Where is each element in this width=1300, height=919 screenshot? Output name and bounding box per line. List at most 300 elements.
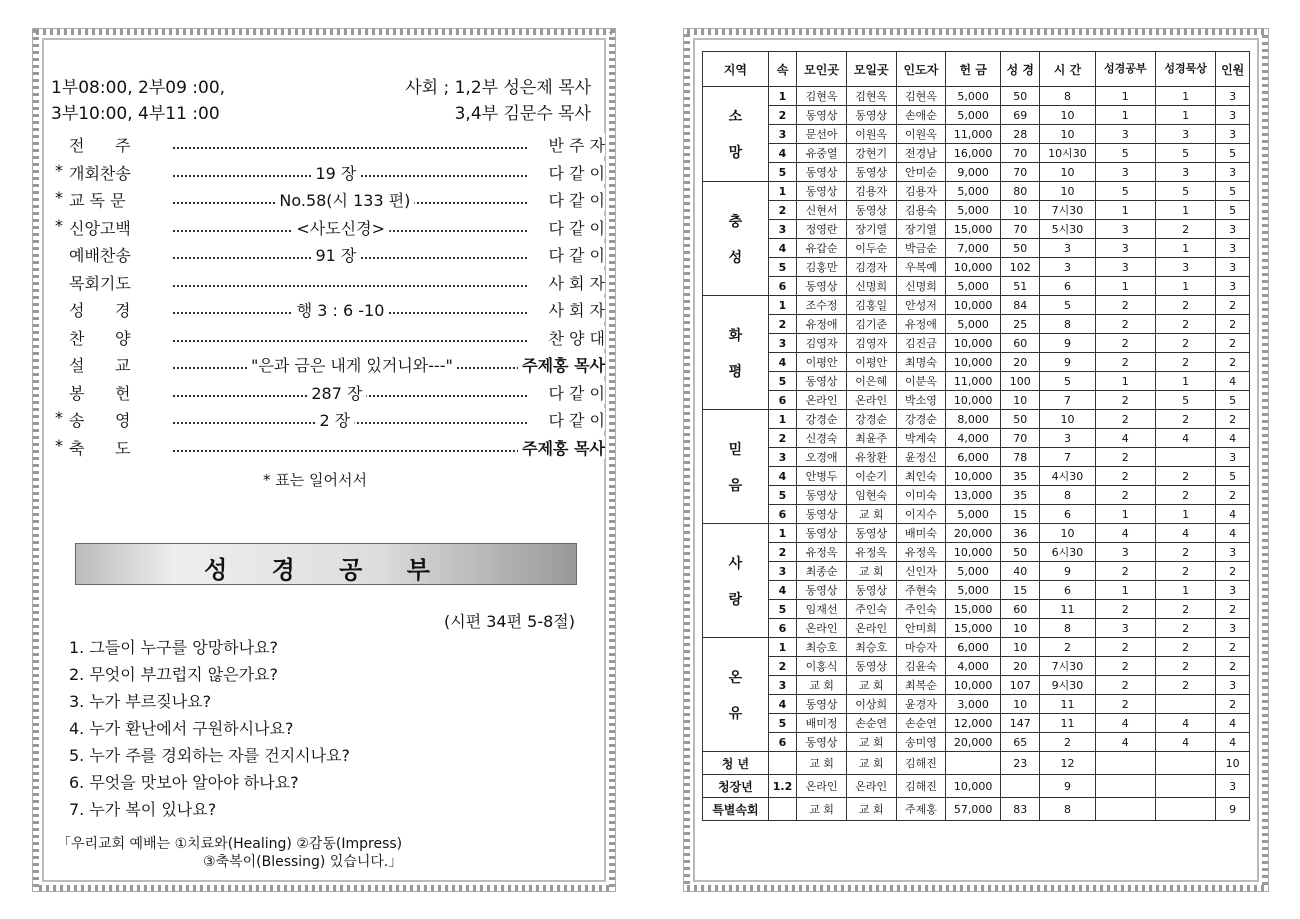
table-cell: 안미순: [896, 163, 946, 182]
table-cell: 15: [1001, 505, 1040, 524]
column-header: 모일곳: [846, 52, 896, 87]
table-cell: 3: [1040, 429, 1095, 448]
table-cell: 5: [1095, 182, 1155, 201]
table-cell: 동영상: [846, 657, 896, 676]
table-cell: 전경남: [896, 144, 946, 163]
table-cell: 이지수: [896, 505, 946, 524]
stand-marker: *: [55, 160, 63, 180]
table-cell: 5,000: [946, 182, 1001, 201]
table-cell: 손순연: [896, 714, 946, 733]
order-item-name: 개회찬송: [69, 161, 135, 184]
table-cell: 5,000: [946, 277, 1001, 296]
table-cell: 이두순: [846, 239, 896, 258]
order-item-name: 예배찬송: [69, 243, 135, 266]
table-cell: 3: [1216, 258, 1250, 277]
table-cell: 5,000: [946, 581, 1001, 600]
order-row: [57, 188, 605, 214]
table-cell: 2: [1216, 657, 1250, 676]
service-times-1: 1부08:00, 2부09 :00,: [51, 78, 226, 98]
order-row: [57, 298, 605, 324]
order-item-detail: "은과 금은 내게 있거니와---": [247, 353, 457, 376]
table-cell: 10,000: [946, 296, 1001, 315]
table-cell: 10: [1040, 125, 1095, 144]
table-cell: 2: [1155, 562, 1215, 581]
table-cell: 3: [1155, 258, 1215, 277]
table-cell: 강경순: [797, 410, 847, 429]
table-cell: 5: [768, 600, 796, 619]
column-header: 인도자: [896, 52, 946, 87]
table-cell: 김용자: [896, 182, 946, 201]
table-cell: 주제홍: [896, 798, 946, 821]
order-row: [57, 381, 605, 407]
table-row: [703, 220, 1250, 239]
table-cell: 이순기: [846, 467, 896, 486]
table-cell: 10: [1040, 410, 1095, 429]
table-cell: 오경애: [797, 448, 847, 467]
region-cell: 충 성: [703, 182, 769, 296]
table-cell: 4: [768, 239, 796, 258]
table-cell: 5: [768, 714, 796, 733]
order-item-name: 송 영: [69, 408, 134, 431]
table-cell: [946, 752, 1001, 775]
dot-leader: [173, 326, 527, 342]
table-cell: 1: [768, 410, 796, 429]
table-cell: 36: [1001, 524, 1040, 543]
table-cell: 107: [1001, 676, 1040, 695]
table-cell: 1: [1155, 201, 1215, 220]
table-cell: 1: [768, 182, 796, 201]
table-cell: 3: [1095, 258, 1155, 277]
order-item-name: 성 경: [69, 298, 134, 321]
table-cell: 2: [1095, 695, 1155, 714]
order-item-name: 봉 헌: [69, 381, 134, 404]
column-header: 지역: [703, 52, 769, 87]
table-cell: 2: [1095, 600, 1155, 619]
table-cell: 2: [1095, 410, 1155, 429]
table-cell: 4: [1216, 524, 1250, 543]
table-row: [703, 638, 1250, 657]
order-item-detail: 행 3 : 6 -10: [293, 298, 389, 321]
table-cell: 3: [768, 676, 796, 695]
table-cell: [1155, 775, 1215, 798]
table-cell: 교 회: [797, 676, 847, 695]
table-row: [703, 657, 1250, 676]
table-cell: 4시30: [1040, 467, 1095, 486]
order-item-name: 축 도: [69, 436, 134, 459]
table-cell: 교 회: [846, 752, 896, 775]
motto-line-1: 「우리교회 예배는 ①치료와(Healing) ②감동(Impress): [57, 836, 403, 852]
table-cell: 1: [1155, 372, 1215, 391]
table-cell: 3: [1216, 543, 1250, 562]
order-item-name: 신앙고백: [69, 216, 135, 239]
table-cell: 김현옥: [846, 87, 896, 106]
study-question: 4. 누가 환난에서 구원하시나요?: [69, 719, 294, 738]
table-cell: 유정옥: [846, 543, 896, 562]
table-cell: 15: [1001, 581, 1040, 600]
table-cell: 문선아: [797, 125, 847, 144]
table-cell: 안미희: [896, 619, 946, 638]
table-cell: 147: [1001, 714, 1040, 733]
table-row: [703, 695, 1250, 714]
summary-row: [703, 775, 1250, 798]
table-cell: 2: [1095, 638, 1155, 657]
order-row: [57, 271, 605, 297]
order-item-detail: 2 장: [316, 408, 355, 431]
table-cell: 11: [1040, 714, 1095, 733]
table-row: [703, 714, 1250, 733]
table-cell: 2: [1155, 315, 1215, 334]
dot-leader: [173, 271, 527, 287]
table-cell: 신명희: [896, 277, 946, 296]
table-cell: 신명희: [846, 277, 896, 296]
table-row: [703, 296, 1250, 315]
table-cell: 4: [1216, 505, 1250, 524]
table-cell: 2: [1155, 638, 1215, 657]
table-cell: [1155, 448, 1215, 467]
table-cell: 온라인: [797, 775, 847, 798]
table-cell: 교 회: [797, 798, 847, 821]
table-cell: 5: [1155, 391, 1215, 410]
table-cell: 2: [1155, 467, 1215, 486]
table-cell: 50: [1001, 87, 1040, 106]
region-cell: 화 평: [703, 296, 769, 410]
table-cell: 온라인: [846, 619, 896, 638]
table-cell: 2: [1216, 486, 1250, 505]
table-row: [703, 144, 1250, 163]
table-header-row: [703, 52, 1250, 87]
table-cell: [1155, 752, 1215, 775]
table-cell: 이미숙: [896, 486, 946, 505]
table-cell: 온라인: [797, 391, 847, 410]
summary-label: 청 년: [703, 752, 769, 775]
table-cell: 1: [1155, 581, 1215, 600]
table-cell: 84: [1001, 296, 1040, 315]
table-cell: 교 회: [846, 505, 896, 524]
table-cell: 28: [1001, 125, 1040, 144]
table-cell: 2: [1040, 733, 1095, 752]
table-cell: 박소영: [896, 391, 946, 410]
table-cell: 동영상: [797, 505, 847, 524]
order-item-name: 교 독 문: [69, 188, 130, 211]
table-cell: 온라인: [846, 391, 896, 410]
table-cell: 3: [1216, 277, 1250, 296]
table-cell: 7시30: [1040, 657, 1095, 676]
table-cell: 7,000: [946, 239, 1001, 258]
table-cell: 강현기: [846, 144, 896, 163]
service-leader-2: 3,4부 김문수 목사: [454, 104, 591, 124]
order-item-leader: 다 같 이: [544, 243, 605, 266]
table-cell: 8: [1040, 315, 1095, 334]
table-cell: 이원옥: [846, 125, 896, 144]
study-question: 5. 누가 주를 경외하는 자를 건지시나요?: [69, 746, 351, 765]
table-cell: 김윤숙: [896, 657, 946, 676]
table-row: [703, 391, 1250, 410]
table-row: [703, 258, 1250, 277]
table-cell: 신현서: [797, 201, 847, 220]
table-cell: 5,000: [946, 106, 1001, 125]
table-cell: 15,000: [946, 600, 1001, 619]
motto-line-2: ③축복이(Blessing) 있습니다.」: [203, 854, 403, 870]
table-cell: 10,000: [946, 391, 1001, 410]
table-cell: 70: [1001, 163, 1040, 182]
table-cell: 2: [1155, 657, 1215, 676]
table-cell: 3: [768, 220, 796, 239]
table-cell: 교 회: [797, 752, 847, 775]
table-cell: 동영상: [846, 106, 896, 125]
column-header: 속: [768, 52, 796, 87]
table-cell: 김경자: [846, 258, 896, 277]
table-cell: 8: [1040, 486, 1095, 505]
table-cell: 4: [1155, 524, 1215, 543]
table-cell: 10,000: [946, 334, 1001, 353]
table-cell: 10,000: [946, 258, 1001, 277]
table-cell: 3: [1040, 258, 1095, 277]
study-question: 2. 무엇이 부끄럽지 않은가요?: [69, 665, 279, 684]
table-cell: 2: [1095, 315, 1155, 334]
table-cell: 1: [1095, 87, 1155, 106]
table-cell: 2: [1155, 220, 1215, 239]
table-cell: 9: [1040, 775, 1095, 798]
table-cell: 4: [768, 353, 796, 372]
table-cell: 배미정: [797, 714, 847, 733]
table-cell: 12: [1040, 752, 1095, 775]
table-cell: 40: [1001, 562, 1040, 581]
table-cell: 7: [1040, 391, 1095, 410]
table-cell: 이상희: [846, 695, 896, 714]
table-cell: 50: [1001, 543, 1040, 562]
service-times-2: 3부10:00, 4부11 :00: [51, 104, 220, 124]
table-cell: 3: [1216, 581, 1250, 600]
dot-leader: [173, 133, 527, 149]
table-cell: 이은혜: [846, 372, 896, 391]
table-cell: 주인숙: [846, 600, 896, 619]
table-cell: 4: [1095, 524, 1155, 543]
order-item-detail: No.58(시 133 편): [275, 188, 414, 211]
table-cell: 4: [1155, 429, 1215, 448]
table-cell: 6시30: [1040, 543, 1095, 562]
table-cell: 손순연: [846, 714, 896, 733]
table-cell: 9,000: [946, 163, 1001, 182]
study-question: 6. 무엇을 맛보아 알아야 하나요?: [69, 773, 299, 792]
table-row: [703, 201, 1250, 220]
table-cell: 2: [1216, 695, 1250, 714]
table-cell: 5,000: [946, 505, 1001, 524]
table-cell: 6,000: [946, 638, 1001, 657]
table-cell: 5,000: [946, 201, 1001, 220]
table-cell: 4: [1216, 733, 1250, 752]
table-cell: 유정애: [896, 315, 946, 334]
table-cell: 4: [1155, 733, 1215, 752]
table-cell: 4,000: [946, 657, 1001, 676]
table-cell: 윤경자: [896, 695, 946, 714]
table-cell: 최윤주: [846, 429, 896, 448]
order-item-name: 찬 양: [69, 326, 134, 349]
table-cell: 10,000: [946, 467, 1001, 486]
region-cell: 온 유: [703, 638, 769, 752]
table-cell: 1: [768, 638, 796, 657]
table-cell: 5,000: [946, 562, 1001, 581]
table-cell: 70: [1001, 429, 1040, 448]
table-cell: 60: [1001, 600, 1040, 619]
table-cell: 교 회: [846, 676, 896, 695]
table-cell: 마승자: [896, 638, 946, 657]
stand-marker: *: [55, 188, 63, 207]
table-cell: 3: [1216, 163, 1250, 182]
left-page: [32, 28, 616, 892]
table-cell: 3: [1216, 87, 1250, 106]
table-cell: 5: [1040, 372, 1095, 391]
order-item-leader: 다 같 이: [544, 381, 605, 404]
table-cell: 동영상: [797, 182, 847, 201]
table-row: [703, 277, 1250, 296]
table-cell: 김홍만: [797, 258, 847, 277]
table-row: [703, 524, 1250, 543]
table-cell: 2: [1155, 676, 1215, 695]
table-cell: 유정옥: [896, 543, 946, 562]
table-cell: 78: [1001, 448, 1040, 467]
table-cell: 11,000: [946, 125, 1001, 144]
table-row: [703, 733, 1250, 752]
table-cell: 3: [1095, 619, 1155, 638]
table-cell: 2: [768, 543, 796, 562]
table-cell: 2: [1095, 467, 1155, 486]
table-cell: 교 회: [846, 733, 896, 752]
table-cell: 2: [1216, 296, 1250, 315]
table-cell: 신경숙: [797, 429, 847, 448]
table-cell: 6: [768, 391, 796, 410]
table-cell: 동영상: [846, 524, 896, 543]
table-cell: 동영상: [846, 163, 896, 182]
table-cell: 1: [1095, 201, 1155, 220]
stand-marker: *: [55, 408, 63, 427]
table-cell: 2: [1155, 543, 1215, 562]
table-cell: 12,000: [946, 714, 1001, 733]
table-row: [703, 182, 1250, 201]
table-cell: 온라인: [846, 775, 896, 798]
table-cell: 2: [1216, 315, 1250, 334]
order-item-leader: 사 회 자: [544, 298, 605, 321]
table-cell: 4: [1216, 429, 1250, 448]
table-cell: 2: [1155, 619, 1215, 638]
order-item-leader: 반 주 자: [544, 133, 605, 156]
table-cell: 1: [1095, 277, 1155, 296]
table-cell: 교 회: [846, 798, 896, 821]
table-cell: 10: [1040, 163, 1095, 182]
table-cell: 2: [1155, 296, 1215, 315]
table-cell: 유창환: [846, 448, 896, 467]
table-cell: 5: [768, 372, 796, 391]
table-cell: 5: [768, 163, 796, 182]
table-cell: 2: [1095, 334, 1155, 353]
table-cell: 5: [1216, 391, 1250, 410]
table-cell: [1095, 775, 1155, 798]
table-cell: 4: [768, 695, 796, 714]
table-cell: 6: [768, 505, 796, 524]
table-cell: 10: [1001, 391, 1040, 410]
order-row: [57, 326, 605, 352]
table-cell: 10: [1001, 619, 1040, 638]
table-cell: 10: [1216, 752, 1250, 775]
table-cell: 5: [768, 486, 796, 505]
table-cell: 6: [1040, 581, 1095, 600]
order-item-leader: 다 같 이: [544, 161, 605, 184]
table-cell: 2: [1040, 638, 1095, 657]
table-cell: 2: [1095, 486, 1155, 505]
table-cell: 2: [1216, 353, 1250, 372]
table-cell: 65: [1001, 733, 1040, 752]
table-cell: 4: [768, 581, 796, 600]
table-cell: 3: [1216, 619, 1250, 638]
table-cell: 김홍일: [846, 296, 896, 315]
table-cell: 2: [1155, 410, 1215, 429]
table-cell: 2: [1095, 448, 1155, 467]
table-cell: 1: [1155, 277, 1215, 296]
table-cell: 윤정신: [896, 448, 946, 467]
table-cell: 1: [768, 524, 796, 543]
study-question: 7. 누가 복이 있나요?: [69, 800, 217, 819]
order-item-leader: 다 같 이: [544, 408, 605, 431]
table-cell: 최인숙: [896, 467, 946, 486]
column-header: 성 경: [1001, 52, 1040, 87]
table-cell: 1: [1155, 87, 1215, 106]
table-cell: 3: [1095, 163, 1155, 182]
table-cell: 2: [1155, 486, 1215, 505]
table-cell: 102: [1001, 258, 1040, 277]
table-row: [703, 676, 1250, 695]
table-row: [703, 372, 1250, 391]
table-cell: 10: [1001, 695, 1040, 714]
stand-note: * 표는 일어서서: [263, 471, 367, 489]
region-cell: 소 망: [703, 87, 769, 182]
table-cell: 김영자: [846, 334, 896, 353]
table-row: [703, 505, 1250, 524]
order-item-leader: 주제홍 목사: [518, 436, 605, 459]
table-cell: 김해진: [896, 752, 946, 775]
table-cell: 신인자: [896, 562, 946, 581]
table-cell: 송미영: [896, 733, 946, 752]
table-cell: 6: [768, 277, 796, 296]
table-row: [703, 87, 1250, 106]
table-cell: 이분옥: [896, 372, 946, 391]
table-cell: 강경순: [846, 410, 896, 429]
table-cell: 손애순: [896, 106, 946, 125]
table-cell: 8,000: [946, 410, 1001, 429]
table-cell: 6,000: [946, 448, 1001, 467]
table-cell: 35: [1001, 486, 1040, 505]
table-cell: 동영상: [797, 524, 847, 543]
table-cell: 5: [1095, 144, 1155, 163]
table-cell: 51: [1001, 277, 1040, 296]
table-cell: 3: [768, 334, 796, 353]
table-cell: [1155, 798, 1215, 821]
table-cell: 1: [768, 296, 796, 315]
table-cell: 최승호: [846, 638, 896, 657]
table-cell: 7시30: [1040, 201, 1095, 220]
table-cell: 3: [1040, 239, 1095, 258]
study-question: 3. 누가 부르짖나요?: [69, 692, 212, 711]
table-row: [703, 106, 1250, 125]
column-header: 성경묵상: [1155, 52, 1215, 87]
table-cell: 2: [768, 657, 796, 676]
table-cell: 이홍식: [797, 657, 847, 676]
table-cell: 3: [768, 448, 796, 467]
table-cell: [1155, 695, 1215, 714]
summary-label: 청장년: [703, 775, 769, 798]
summary-row: [703, 798, 1250, 821]
table-cell: 15,000: [946, 619, 1001, 638]
table-cell: 2: [1155, 334, 1215, 353]
order-item-leader: 다 같 이: [544, 216, 605, 239]
